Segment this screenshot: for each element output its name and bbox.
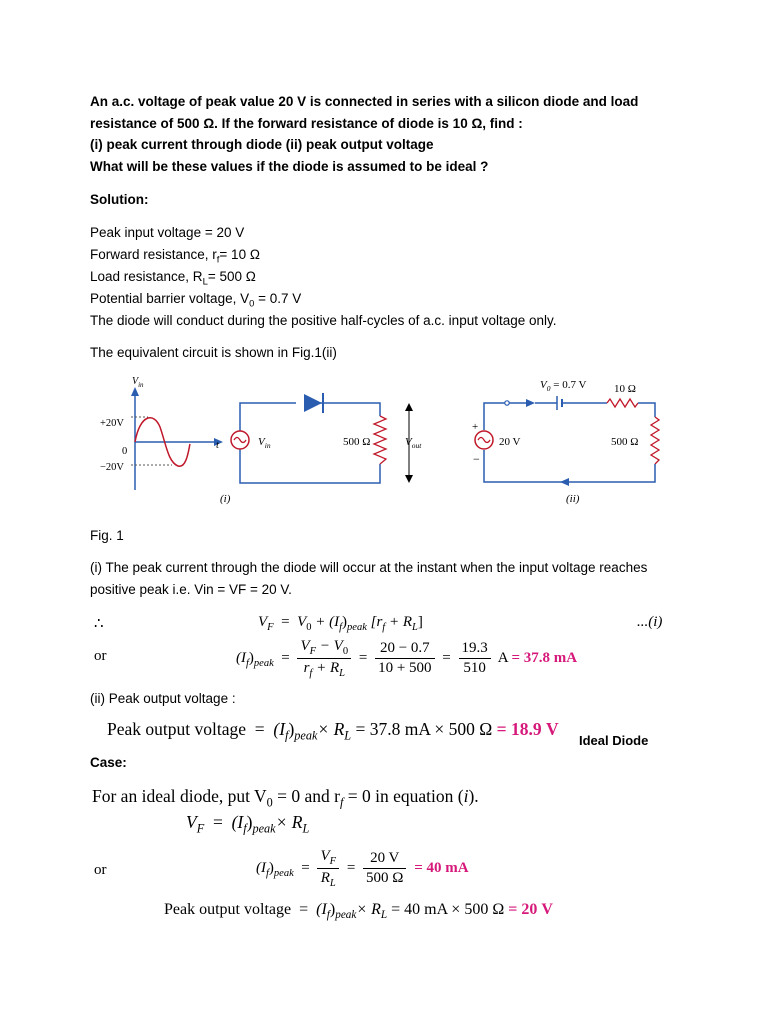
eq1: $V_F = V_0 + (I_f)_{peak}$ $[r_f + R_L]$: [258, 614, 423, 633]
minus-label: −: [473, 452, 480, 466]
eq3: Peak output voltage = $(I_f)_{peak}\times R_L = 37.8$ mA × 500 Ω = 18.9 V: [107, 719, 559, 743]
given-load-resistance: [90, 269, 256, 288]
given-peak-input: Peak input voltage = 20 V: [90, 225, 245, 240]
part-i-text-2: positive peak i.e. Vin = VF = 20 V.: [90, 582, 292, 597]
r10-label: 10 Ω: [614, 383, 636, 395]
given-v0-value: = 0.7 V: [254, 291, 302, 306]
t-label: t: [216, 440, 219, 451]
part-i-text-1: (i) The peak current through the diode will occur at the instant when the input voltage reaches: [90, 560, 648, 575]
minus20-label: −20V: [100, 462, 125, 473]
circuit-figure: [88, 372, 678, 514]
therefore-symbol: ∴: [94, 616, 104, 632]
ideal-pov-result: = 20 V: [508, 901, 553, 918]
given-rl-value: = 500 Ω: [207, 269, 256, 284]
given-v0-label: Potential barrier voltage, V: [90, 291, 250, 306]
wave-axis-label: $V_{in}$: [132, 376, 144, 389]
given-rf-label: Forward resistance, r: [90, 247, 217, 262]
ideal-diode-label: Ideal Diode: [579, 733, 649, 748]
r500-right-label: 500 Ω: [611, 436, 639, 448]
part-ii-label: (ii) Peak output voltage :: [90, 691, 236, 706]
problem-line-4: What will be these values if the diode is assumed to be ideal ?: [90, 159, 489, 174]
eq2-or: or: [94, 648, 107, 664]
ideal-current-eq: $(I_f)_{peak}$ = $\frac{V_F}{R_L}$ = $\frac{20 V}{500 \Omega}$ = 40 mA: [256, 848, 469, 889]
ideal-pov-eq: Peak output voltage = $(I_f)_{peak}\times R_L = 40$ mA × 500 Ω = 20 V: [164, 901, 553, 922]
vin-label: $V_{in}$: [258, 436, 271, 450]
plus-label: +: [472, 421, 479, 433]
ideal-or: or: [94, 862, 107, 878]
zero-label: 0: [122, 446, 128, 457]
caption-ii: (ii): [566, 493, 580, 505]
given-rl-sub: L: [202, 276, 208, 288]
problem-line-1: An a.c. voltage of peak value 20 V is connected in series with a silicon diode and load: [90, 94, 639, 109]
eq2-result: = 37.8 mA: [511, 649, 578, 666]
equivalent-circuit-text: The equivalent circuit is shown in Fig.1(ii): [90, 345, 337, 360]
eq2: $(I_f)_{peak}$ = $\frac{V_F - V_0}{r_f + R_L}$ = $\frac{20 - 0.7}{10 + 500}$ = $\frac{19.3}{510}$ A = 37.8 mA: [236, 638, 578, 679]
eq3-result: = 18.9 V: [496, 719, 559, 739]
fig-label: Fig. 1: [90, 528, 124, 543]
problem-line-2: resistance of 500 Ω. If the forward resistance of diode is 10 Ω, find :: [90, 116, 523, 131]
given-v0-sub: 0: [249, 298, 255, 310]
given-rf-sub: f: [216, 254, 220, 266]
src20-label: 20 V: [499, 436, 521, 448]
ideal-vf-eq: $V_F = (I_f)_{peak}\times R_L$: [186, 812, 310, 836]
plus20-label: +20V: [100, 418, 125, 429]
given-conduct-note: The diode will conduct during the positive half-cycles of a.c. input voltage only.: [90, 313, 557, 328]
given-rl-label: Load resistance, R: [90, 269, 203, 284]
input-waveform: [131, 387, 223, 490]
r500-left-label: 500 Ω: [343, 436, 371, 448]
solution-heading: Solution:: [90, 192, 149, 207]
given-rf-value: = 10 Ω: [219, 247, 260, 262]
ideal-intro: For an ideal diode, put $V_0 = 0$ and $r_f = 0$ in equation (i).: [92, 786, 479, 810]
caption-i: (i): [220, 493, 231, 505]
case-label: Case:: [90, 755, 127, 770]
v0-label: $V_0 = 0.7$ V: [540, 379, 587, 393]
ideal-current-result: = 40 mA: [414, 859, 469, 876]
eq1-tag: ...(i): [637, 614, 663, 630]
problem-line-3: (i) peak current through diode (ii) peak output voltage: [90, 137, 434, 152]
given-forward-resistance: [90, 247, 260, 266]
given-barrier-voltage: [90, 291, 301, 310]
vout-label: $V_{out}$: [405, 436, 422, 450]
